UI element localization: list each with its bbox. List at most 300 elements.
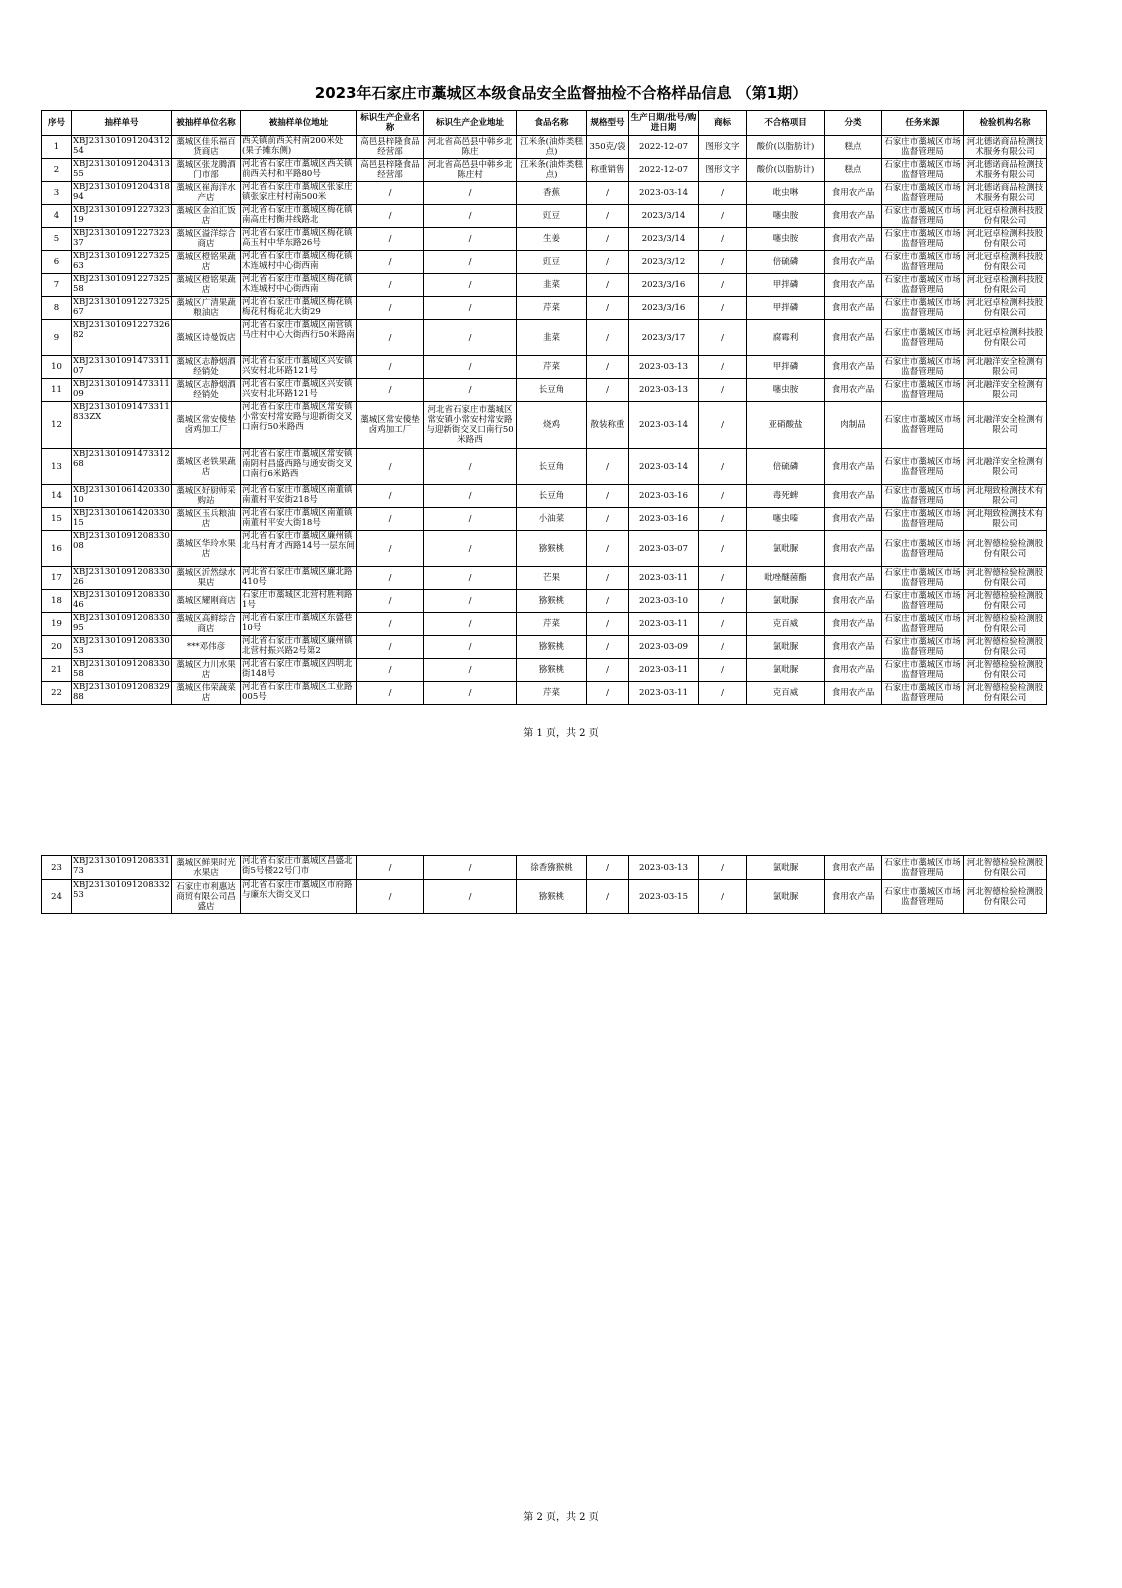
- table-cell-标识生产企业地址: /: [424, 356, 517, 379]
- table-cell-标识生产企业地址: /: [424, 182, 517, 205]
- table-cell-食品名称: 猕猴桃: [517, 590, 587, 613]
- table-cell-商标: /: [699, 356, 747, 379]
- table-cell-序号: 11: [42, 379, 72, 402]
- table-cell-食品名称: 豇豆: [517, 205, 587, 228]
- header-cell: 被抽样单位地址: [241, 111, 357, 136]
- table-cell-被抽样单位地址: 河北省石家庄市藁城区梅花镇高玉村中华东路26号: [241, 228, 357, 251]
- table-cell-规格型号: 称重销售: [587, 159, 629, 182]
- table-cell-商标: /: [699, 485, 747, 508]
- table-cell-标识生产企业名称: /: [357, 880, 424, 914]
- table-cell-分类: 食用农产品: [825, 449, 882, 485]
- table-cell-规格型号: 350克/袋: [587, 136, 629, 159]
- table-cell-检验机构名称: 河北智德检验检测股份有限公司: [964, 531, 1047, 567]
- table-cell-序号: 1: [42, 136, 72, 159]
- table-cell-被抽样单位地址: 河北省石家庄市藁城区兴安镇兴安村北环路121号: [241, 356, 357, 379]
- table-cell-标识生产企业名称: /: [357, 531, 424, 567]
- table-cell-任务来源: 石家庄市藁城区市场监督管理局: [882, 659, 964, 682]
- table-cell-被抽样单位地址: 河北省石家庄市藁城区廉北路410号: [241, 567, 357, 590]
- table-cell-序号: 19: [42, 613, 72, 636]
- table-cell-标识生产企业名称: 高邑县梓隆食品经营部: [357, 159, 424, 182]
- table-cell-标识生产企业名称: /: [357, 182, 424, 205]
- table-cell-标识生产企业名称: /: [357, 485, 424, 508]
- table-cell-生产日期/批号/购进日期: 2023-03-11: [629, 613, 699, 636]
- table-cell-序号: 13: [42, 449, 72, 485]
- table-cell-生产日期/批号/购进日期: 2023-03-07: [629, 531, 699, 567]
- header-cell: 检验机构名称: [964, 111, 1047, 136]
- table-cell-抽样单号: XBJ23130109122732563: [72, 251, 172, 274]
- header-cell: 食品名称: [517, 111, 587, 136]
- table-cell-标识生产企业地址: /: [424, 590, 517, 613]
- table-cell-商标: /: [699, 449, 747, 485]
- table-cell-生产日期/批号/购进日期: 2023-03-14: [629, 182, 699, 205]
- table-row: [42, 613, 1047, 636]
- table-cell-不合格项目: 亚硝酸盐: [747, 402, 825, 449]
- table-cell-食品名称: 芒果: [517, 567, 587, 590]
- table-cell-标识生产企业名称: /: [357, 228, 424, 251]
- table-cell-分类: 食用农产品: [825, 567, 882, 590]
- table-cell-食品名称: 猕猴桃: [517, 531, 587, 567]
- table-cell-商标: 图形文字: [699, 136, 747, 159]
- table-cell-标识生产企业地址: /: [424, 531, 517, 567]
- table-cell-被抽样单位地址: 河北省石家庄市藁城区西关镇前西关村和平路80号: [241, 159, 357, 182]
- table-cell-不合格项目: 氯吡脲: [747, 636, 825, 659]
- table-cell-序号: 14: [42, 485, 72, 508]
- table-cell-任务来源: 石家庄市藁城区市场监督管理局: [882, 297, 964, 320]
- table-cell-被抽样单位名称: 藁城区张龙腾酒门市部: [172, 159, 241, 182]
- table-cell-分类: 食用农产品: [825, 856, 882, 880]
- table-cell-标识生产企业名称: /: [357, 636, 424, 659]
- table-cell-被抽样单位名称: 藁城区华玲水果店: [172, 531, 241, 567]
- table-cell-不合格项目: 氯吡脲: [747, 856, 825, 880]
- table-cell-食品名称: 长豆角: [517, 449, 587, 485]
- table-cell-被抽样单位地址: 河北省石家庄市藁城区工业路005号: [241, 682, 357, 705]
- table-cell-分类: 肉制品: [825, 402, 882, 449]
- table-cell-序号: 23: [42, 856, 72, 880]
- table-row: [42, 320, 1047, 356]
- table-cell-商标: /: [699, 567, 747, 590]
- document-title: 2023年石家庄市藁城区本级食品安全监督抽检不合格样品信息 （第1期）: [314, 84, 808, 102]
- table-cell-抽样单号: XBJ23130109120832988: [72, 682, 172, 705]
- table-cell-标识生产企业名称: /: [357, 508, 424, 531]
- table-cell-分类: 食用农产品: [825, 205, 882, 228]
- table-cell-被抽样单位名称: 藁城区伟荣蔬菜店: [172, 682, 241, 705]
- table-cell-不合格项目: 克百威: [747, 613, 825, 636]
- table-cell-检验机构名称: 河北德诺商品检测技术服务有限公司: [964, 182, 1047, 205]
- table-cell-生产日期/批号/购进日期: 2023-03-11: [629, 567, 699, 590]
- table-cell-不合格项目: 酸价(以脂肪计): [747, 159, 825, 182]
- table-cell-商标: /: [699, 228, 747, 251]
- table-cell-标识生产企业地址: /: [424, 508, 517, 531]
- table-cell-食品名称: 猕猴桃: [517, 636, 587, 659]
- table-cell-抽样单号: XBJ23130109120431254: [72, 136, 172, 159]
- table-cell-抽样单号: XBJ23130109120431355: [72, 159, 172, 182]
- table-cell-序号: 22: [42, 682, 72, 705]
- table-cell-不合格项目: 甲拌磷: [747, 274, 825, 297]
- table-cell-分类: 食用农产品: [825, 682, 882, 705]
- table-cell-抽样单号: XBJ23130109120833053: [72, 636, 172, 659]
- table-cell-任务来源: 石家庄市藁城区市场监督管理局: [882, 856, 964, 880]
- table-cell-标识生产企业地址: /: [424, 228, 517, 251]
- table-cell-检验机构名称: 河北融洋安全检测有限公司: [964, 402, 1047, 449]
- table-row: [42, 682, 1047, 705]
- table-header-row: [42, 111, 1047, 136]
- table-cell-商标: /: [699, 636, 747, 659]
- table-cell-检验机构名称: 河北翔致检测技术有限公司: [964, 508, 1047, 531]
- table-cell-抽样单号: XBJ23130109147331107: [72, 356, 172, 379]
- table-cell-被抽样单位地址: 河北省石家庄市藁城区廉州镇北营村振兴路2号第2: [241, 636, 357, 659]
- table-cell-标识生产企业地址: /: [424, 449, 517, 485]
- header-cell: 标识生产企业名称: [357, 111, 424, 136]
- table-cell-不合格项目: 噻虫胺: [747, 205, 825, 228]
- table-cell-标识生产企业地址: /: [424, 636, 517, 659]
- table-cell-被抽样单位名称: 藁城区志静烟酒经销处: [172, 356, 241, 379]
- table-cell-被抽样单位地址: 河北省石家庄市藁城区四明北街148号: [241, 659, 357, 682]
- table-row: [42, 274, 1047, 297]
- table-cell-标识生产企业名称: /: [357, 205, 424, 228]
- table-cell-被抽样单位名称: 石家庄市利惠达商贸有限公司昌盛店: [172, 880, 241, 914]
- table-cell-商标: /: [699, 590, 747, 613]
- table-cell-商标: /: [699, 274, 747, 297]
- table-cell-标识生产企业地址: /: [424, 567, 517, 590]
- table-cell-被抽样单位名称: ***邓伟彦: [172, 636, 241, 659]
- table-cell-任务来源: 石家庄市藁城区市场监督管理局: [882, 636, 964, 659]
- table-cell-分类: 食用农产品: [825, 613, 882, 636]
- table-cell-生产日期/批号/购进日期: 2023/3/14: [629, 205, 699, 228]
- table-cell-分类: 食用农产品: [825, 228, 882, 251]
- table-cell-不合格项目: 倍硫磷: [747, 449, 825, 485]
- header-cell: 抽样单号: [72, 111, 172, 136]
- table-cell-任务来源: 石家庄市藁城区市场监督管理局: [882, 880, 964, 914]
- table-cell-生产日期/批号/购进日期: 2023/3/12: [629, 251, 699, 274]
- table-cell-商标: /: [699, 402, 747, 449]
- table-cell-不合格项目: 甲拌磷: [747, 297, 825, 320]
- table-cell-食品名称: 江米条(油炸类糕点): [517, 136, 587, 159]
- table-cell-检验机构名称: 河北融洋安全检测有限公司: [964, 356, 1047, 379]
- table-cell-检验机构名称: 河北冠卓检测科技股份有限公司: [964, 320, 1047, 356]
- table-cell-规格型号: /: [587, 182, 629, 205]
- table-cell-不合格项目: 噻虫胺: [747, 228, 825, 251]
- table-cell-任务来源: 石家庄市藁城区市场监督管理局: [882, 402, 964, 449]
- table-cell-被抽样单位名称: 藁城区诗曼饭店: [172, 320, 241, 356]
- table-cell-标识生产企业地址: 河北省石家庄市藁城区常安镇小常安村常安路与迎新街交叉口南行50米路西: [424, 402, 517, 449]
- table-cell-商标: /: [699, 682, 747, 705]
- table-cell-商标: /: [699, 659, 747, 682]
- page-footer-2: 第 2 页，共 2 页: [523, 1512, 599, 1523]
- table-cell-不合格项目: 甲拌磷: [747, 356, 825, 379]
- table-cell-标识生产企业地址: /: [424, 205, 517, 228]
- table-cell-被抽样单位地址: 河北省石家庄市藁城区梅花镇南高庄村衡井线路北: [241, 205, 357, 228]
- table-cell-标识生产企业名称: /: [357, 856, 424, 880]
- table-cell-任务来源: 石家庄市藁城区市场监督管理局: [882, 613, 964, 636]
- table-cell-不合格项目: 倍硫磷: [747, 251, 825, 274]
- table-cell-标识生产企业名称: /: [357, 297, 424, 320]
- table-cell-标识生产企业名称: 藁城区常安傻垫卤鸡加工厂: [357, 402, 424, 449]
- table-cell-规格型号: /: [587, 485, 629, 508]
- table-cell-检验机构名称: 河北智德检验检测股份有限公司: [964, 636, 1047, 659]
- table-cell-食品名称: 长豆角: [517, 379, 587, 402]
- table-cell-被抽样单位地址: 河北省石家庄市藁城区南董镇南董村平安大街18号: [241, 508, 357, 531]
- table-cell-检验机构名称: 河北智德检验检测股份有限公司: [964, 613, 1047, 636]
- table-cell-检验机构名称: 河北智德检验检测股份有限公司: [964, 590, 1047, 613]
- table-cell-任务来源: 石家庄市藁城区市场监督管理局: [882, 159, 964, 182]
- page-footer-1: 第 1 页，共 2 页: [523, 728, 599, 739]
- table-cell-分类: 食用农产品: [825, 485, 882, 508]
- table-cell-生产日期/批号/购进日期: 2023-03-11: [629, 659, 699, 682]
- table-cell-检验机构名称: 河北融洋安全检测有限公司: [964, 449, 1047, 485]
- table-cell-分类: 食用农产品: [825, 320, 882, 356]
- table-cell-不合格项目: 氯吡脲: [747, 659, 825, 682]
- table-cell-被抽样单位名称: 藁城区好厨师采购站: [172, 485, 241, 508]
- header-cell: 商标: [699, 111, 747, 136]
- header-cell: 不合格项目: [747, 111, 825, 136]
- table-cell-任务来源: 石家庄市藁城区市场监督管理局: [882, 356, 964, 379]
- table-cell-生产日期/批号/购进日期: 2023-03-13: [629, 379, 699, 402]
- table-cell-不合格项目: 吡虫啉: [747, 182, 825, 205]
- table-cell-规格型号: /: [587, 320, 629, 356]
- table-cell-生产日期/批号/购进日期: 2023-03-11: [629, 682, 699, 705]
- table-row: [42, 449, 1047, 485]
- table-row: [42, 297, 1047, 320]
- table-cell-规格型号: /: [587, 856, 629, 880]
- table-cell-生产日期/批号/购进日期: 2023/3/17: [629, 320, 699, 356]
- table-cell-任务来源: 石家庄市藁城区市场监督管理局: [882, 320, 964, 356]
- table-cell-商标: /: [699, 379, 747, 402]
- table-cell-标识生产企业地址: 河北省高邑县中韩乡北陈庄: [424, 136, 517, 159]
- table-cell-被抽样单位名称: 藁城区橙铭果蔬店: [172, 274, 241, 297]
- table-cell-分类: 食用农产品: [825, 880, 882, 914]
- table-cell-商标: 图形文字: [699, 159, 747, 182]
- table-cell-规格型号: /: [587, 531, 629, 567]
- table-cell-序号: 3: [42, 182, 72, 205]
- table-cell-分类: 食用农产品: [825, 590, 882, 613]
- table-cell-抽样单号: XBJ23130106142033015: [72, 508, 172, 531]
- table-cell-序号: 9: [42, 320, 72, 356]
- table-cell-标识生产企业名称: 高邑县梓隆食品经营部: [357, 136, 424, 159]
- table-cell-标识生产企业名称: /: [357, 356, 424, 379]
- table-cell-被抽样单位地址: 西关镇前西关村南200米处(果子摊东侧): [241, 136, 357, 159]
- header-cell: 分类: [825, 111, 882, 136]
- table-cell-检验机构名称: 河北德诺商品检测技术服务有限公司: [964, 136, 1047, 159]
- table-cell-生产日期/批号/购进日期: 2022-12-07: [629, 159, 699, 182]
- header-cell: 被抽样单位名称: [172, 111, 241, 136]
- table-cell-规格型号: /: [587, 297, 629, 320]
- table-cell-分类: 糕点: [825, 159, 882, 182]
- table-row: [42, 880, 1047, 914]
- table-cell-抽样单号: XBJ23130109122732337: [72, 228, 172, 251]
- table-cell-抽样单号: XBJ23130109120833026: [72, 567, 172, 590]
- table-cell-被抽样单位地址: 河北省石家庄市藁城区梅花镇梅花村梅花北大街29: [241, 297, 357, 320]
- table-cell-抽样单号: XBJ23130109147331109: [72, 379, 172, 402]
- table-cell-检验机构名称: 河北德诺商品检测技术服务有限公司: [964, 159, 1047, 182]
- table-cell-被抽样单位名称: 藁城区老铁果蔬店: [172, 449, 241, 485]
- table-cell-检验机构名称: 河北冠卓检测科技股份有限公司: [964, 297, 1047, 320]
- table-cell-标识生产企业名称: /: [357, 274, 424, 297]
- table-row: [42, 136, 1047, 159]
- table-cell-被抽样单位地址: 河北省石家庄市藁城区梅花镇木连城村中心街西南: [241, 274, 357, 297]
- table-cell-被抽样单位名称: 藁城区常安傻垫卤鸡加工厂: [172, 402, 241, 449]
- table-cell-商标: /: [699, 856, 747, 880]
- table-cell-检验机构名称: 河北翔致检测技术有限公司: [964, 485, 1047, 508]
- table-cell-检验机构名称: 河北智德检验检测股份有限公司: [964, 659, 1047, 682]
- table-cell-生产日期/批号/购进日期: 2023-03-10: [629, 590, 699, 613]
- header-cell: 规格型号: [587, 111, 629, 136]
- table-cell-序号: 8: [42, 297, 72, 320]
- table-cell-序号: 24: [42, 880, 72, 914]
- table-cell-标识生产企业名称: /: [357, 449, 424, 485]
- table-cell-被抽样单位地址: 河北省石家庄市藁城区南营镇马庄村中心大街西行50米路南: [241, 320, 357, 356]
- table-cell-分类: 食用农产品: [825, 251, 882, 274]
- table-cell-生产日期/批号/购进日期: 2022-12-07: [629, 136, 699, 159]
- table-cell-规格型号: /: [587, 251, 629, 274]
- table-cell-生产日期/批号/购进日期: 2023-03-15: [629, 880, 699, 914]
- table-row: [42, 402, 1047, 449]
- table-cell-食品名称: 香蕉: [517, 182, 587, 205]
- table-cell-被抽样单位名称: 藁城区金泊汇饭店: [172, 205, 241, 228]
- table-cell-规格型号: /: [587, 682, 629, 705]
- table-cell-规格型号: /: [587, 567, 629, 590]
- table-cell-任务来源: 石家庄市藁城区市场监督管理局: [882, 531, 964, 567]
- table-cell-生产日期/批号/购进日期: 2023-03-09: [629, 636, 699, 659]
- table-cell-被抽样单位地址: 河北省石家庄市藁城区兴安镇兴安村北环路121号: [241, 379, 357, 402]
- table-cell-规格型号: /: [587, 613, 629, 636]
- table-cell-生产日期/批号/购进日期: 2023/3/16: [629, 297, 699, 320]
- table-cell-规格型号: /: [587, 659, 629, 682]
- table-cell-任务来源: 石家庄市藁城区市场监督管理局: [882, 449, 964, 485]
- table-cell-标识生产企业地址: /: [424, 297, 517, 320]
- table-cell-抽样单号: XBJ23130109120833253: [72, 880, 172, 914]
- table-cell-抽样单号: XBJ23130109120833058: [72, 659, 172, 682]
- table-cell-任务来源: 石家庄市藁城区市场监督管理局: [882, 251, 964, 274]
- table-row: [42, 159, 1047, 182]
- table-cell-食品名称: 豇豆: [517, 251, 587, 274]
- header-cell: 生产日期/批号/购进日期: [629, 111, 699, 136]
- table-row: [42, 636, 1047, 659]
- table-cell-序号: 16: [42, 531, 72, 567]
- table-cell-任务来源: 石家庄市藁城区市场监督管理局: [882, 205, 964, 228]
- table-cell-任务来源: 石家庄市藁城区市场监督管理局: [882, 567, 964, 590]
- table-cell-标识生产企业名称: /: [357, 590, 424, 613]
- table-cell-抽样单号: XBJ23130109147331268: [72, 449, 172, 485]
- table-cell-检验机构名称: 河北冠卓检测科技股份有限公司: [964, 251, 1047, 274]
- table-cell-分类: 食用农产品: [825, 356, 882, 379]
- table-cell-被抽样单位名称: 藁城区佳乐福百货商店: [172, 136, 241, 159]
- table-cell-规格型号: /: [587, 205, 629, 228]
- table-cell-标识生产企业名称: /: [357, 682, 424, 705]
- table-cell-规格型号: /: [587, 508, 629, 531]
- table-cell-规格型号: /: [587, 356, 629, 379]
- table-cell-商标: /: [699, 508, 747, 531]
- table-cell-标识生产企业名称: /: [357, 320, 424, 356]
- table-row: [42, 379, 1047, 402]
- table-cell-被抽样单位地址: 河北省石家庄市藁城区南董镇南董村平安街218号: [241, 485, 357, 508]
- table-cell-序号: 7: [42, 274, 72, 297]
- table-cell-检验机构名称: 河北智德检验检测股份有限公司: [964, 682, 1047, 705]
- table-cell-序号: 6: [42, 251, 72, 274]
- table-cell-规格型号: /: [587, 274, 629, 297]
- table-cell-抽样单号: XBJ23130109120833095: [72, 613, 172, 636]
- table-cell-商标: /: [699, 182, 747, 205]
- table-cell-任务来源: 石家庄市藁城区市场监督管理局: [882, 379, 964, 402]
- table-cell-标识生产企业名称: /: [357, 251, 424, 274]
- table-cell-生产日期/批号/购进日期: 2023-03-13: [629, 856, 699, 880]
- table-cell-被抽样单位地址: 河北省石家庄市藁城区梅花镇木连城村中心街西南: [241, 251, 357, 274]
- table-cell-被抽样单位地址: 河北省石家庄市藁城区东盛巷10号: [241, 613, 357, 636]
- table-cell-商标: /: [699, 531, 747, 567]
- table-cell-规格型号: /: [587, 636, 629, 659]
- table-cell-序号: 20: [42, 636, 72, 659]
- table-cell-标识生产企业地址: /: [424, 320, 517, 356]
- table-cell-任务来源: 石家庄市藁城区市场监督管理局: [882, 508, 964, 531]
- table-cell-被抽样单位地址: 河北省石家庄市藁城区张家庄镇张家庄村村南500米: [241, 182, 357, 205]
- table-cell-标识生产企业名称: /: [357, 379, 424, 402]
- table-cell-标识生产企业名称: /: [357, 613, 424, 636]
- table-cell-被抽样单位地址: 河北省石家庄市藁城区常安镇小常安村常安路与迎新街交叉口南行50米路西: [241, 402, 357, 449]
- table-cell-不合格项目: 克百威: [747, 682, 825, 705]
- header-cell: 任务来源: [882, 111, 964, 136]
- table-cell-商标: /: [699, 205, 747, 228]
- table-cell-食品名称: 猕猴桃: [517, 659, 587, 682]
- table-cell-食品名称: 江米条(油炸类糕点): [517, 159, 587, 182]
- table-cell-分类: 食用农产品: [825, 379, 882, 402]
- table-cell-被抽样单位名称: 藁城区玉兵粮油店: [172, 508, 241, 531]
- table-cell-被抽样单位名称: 藁城区崔海洋水产店: [172, 182, 241, 205]
- table-cell-食品名称: 烧鸡: [517, 402, 587, 449]
- table-cell-抽样单号: XBJ23130109120833173: [72, 856, 172, 880]
- table-cell-抽样单号: XBJ23130106142033010: [72, 485, 172, 508]
- table-cell-被抽样单位名称: 藁城区沂然绿水果店: [172, 567, 241, 590]
- table-cell-不合格项目: 毒死蜱: [747, 485, 825, 508]
- table-cell-被抽样单位地址: 河北省石家庄市藁城区市府路与廉东大街交叉口: [241, 880, 357, 914]
- table-cell-序号: 10: [42, 356, 72, 379]
- table-cell-分类: 食用农产品: [825, 274, 882, 297]
- table-cell-生产日期/批号/购进日期: 2023-03-14: [629, 449, 699, 485]
- table-cell-不合格项目: 氯吡脲: [747, 880, 825, 914]
- table-cell-分类: 糕点: [825, 136, 882, 159]
- table-cell-商标: /: [699, 251, 747, 274]
- table-cell-被抽样单位地址: 石家庄市藁城区北营村胜利路1号: [241, 590, 357, 613]
- table-row: [42, 567, 1047, 590]
- table-cell-食品名称: 韭菜: [517, 320, 587, 356]
- table-cell-规格型号: /: [587, 228, 629, 251]
- table-cell-分类: 食用农产品: [825, 636, 882, 659]
- table-cell-序号: 15: [42, 508, 72, 531]
- table-cell-不合格项目: 噻虫嗪: [747, 508, 825, 531]
- table-cell-生产日期/批号/购进日期: 2023-03-16: [629, 508, 699, 531]
- table-cell-被抽样单位名称: 藁城区橙铭果蔬店: [172, 251, 241, 274]
- table-cell-被抽样单位地址: 河北省石家庄市藁城区常安镇南阴村昌盛西路与通安街交叉口南行6米路西: [241, 449, 357, 485]
- table-cell-食品名称: 芹菜: [517, 613, 587, 636]
- table-row: [42, 485, 1047, 508]
- table-cell-不合格项目: 酸价(以脂肪计): [747, 136, 825, 159]
- table-cell-商标: /: [699, 880, 747, 914]
- table-cell-任务来源: 石家庄市藁城区市场监督管理局: [882, 682, 964, 705]
- table-cell-生产日期/批号/购进日期: 2023/3/16: [629, 274, 699, 297]
- table-cell-分类: 食用农产品: [825, 659, 882, 682]
- table-cell-不合格项目: 氯吡脲: [747, 531, 825, 567]
- table-cell-序号: 18: [42, 590, 72, 613]
- table-row: [42, 182, 1047, 205]
- results-table-page2: [41, 855, 1047, 914]
- table-cell-标识生产企业地址: /: [424, 251, 517, 274]
- table-cell-序号: 2: [42, 159, 72, 182]
- table-cell-序号: 17: [42, 567, 72, 590]
- table-cell-检验机构名称: 河北冠卓检测科技股份有限公司: [964, 274, 1047, 297]
- table-cell-食品名称: 长豆角: [517, 485, 587, 508]
- table-cell-抽样单号: XBJ23130109122732567: [72, 297, 172, 320]
- table-cell-食品名称: 小油菜: [517, 508, 587, 531]
- table-cell-生产日期/批号/购进日期: 2023-03-14: [629, 402, 699, 449]
- table-cell-抽样单号: XBJ23130109120431894: [72, 182, 172, 205]
